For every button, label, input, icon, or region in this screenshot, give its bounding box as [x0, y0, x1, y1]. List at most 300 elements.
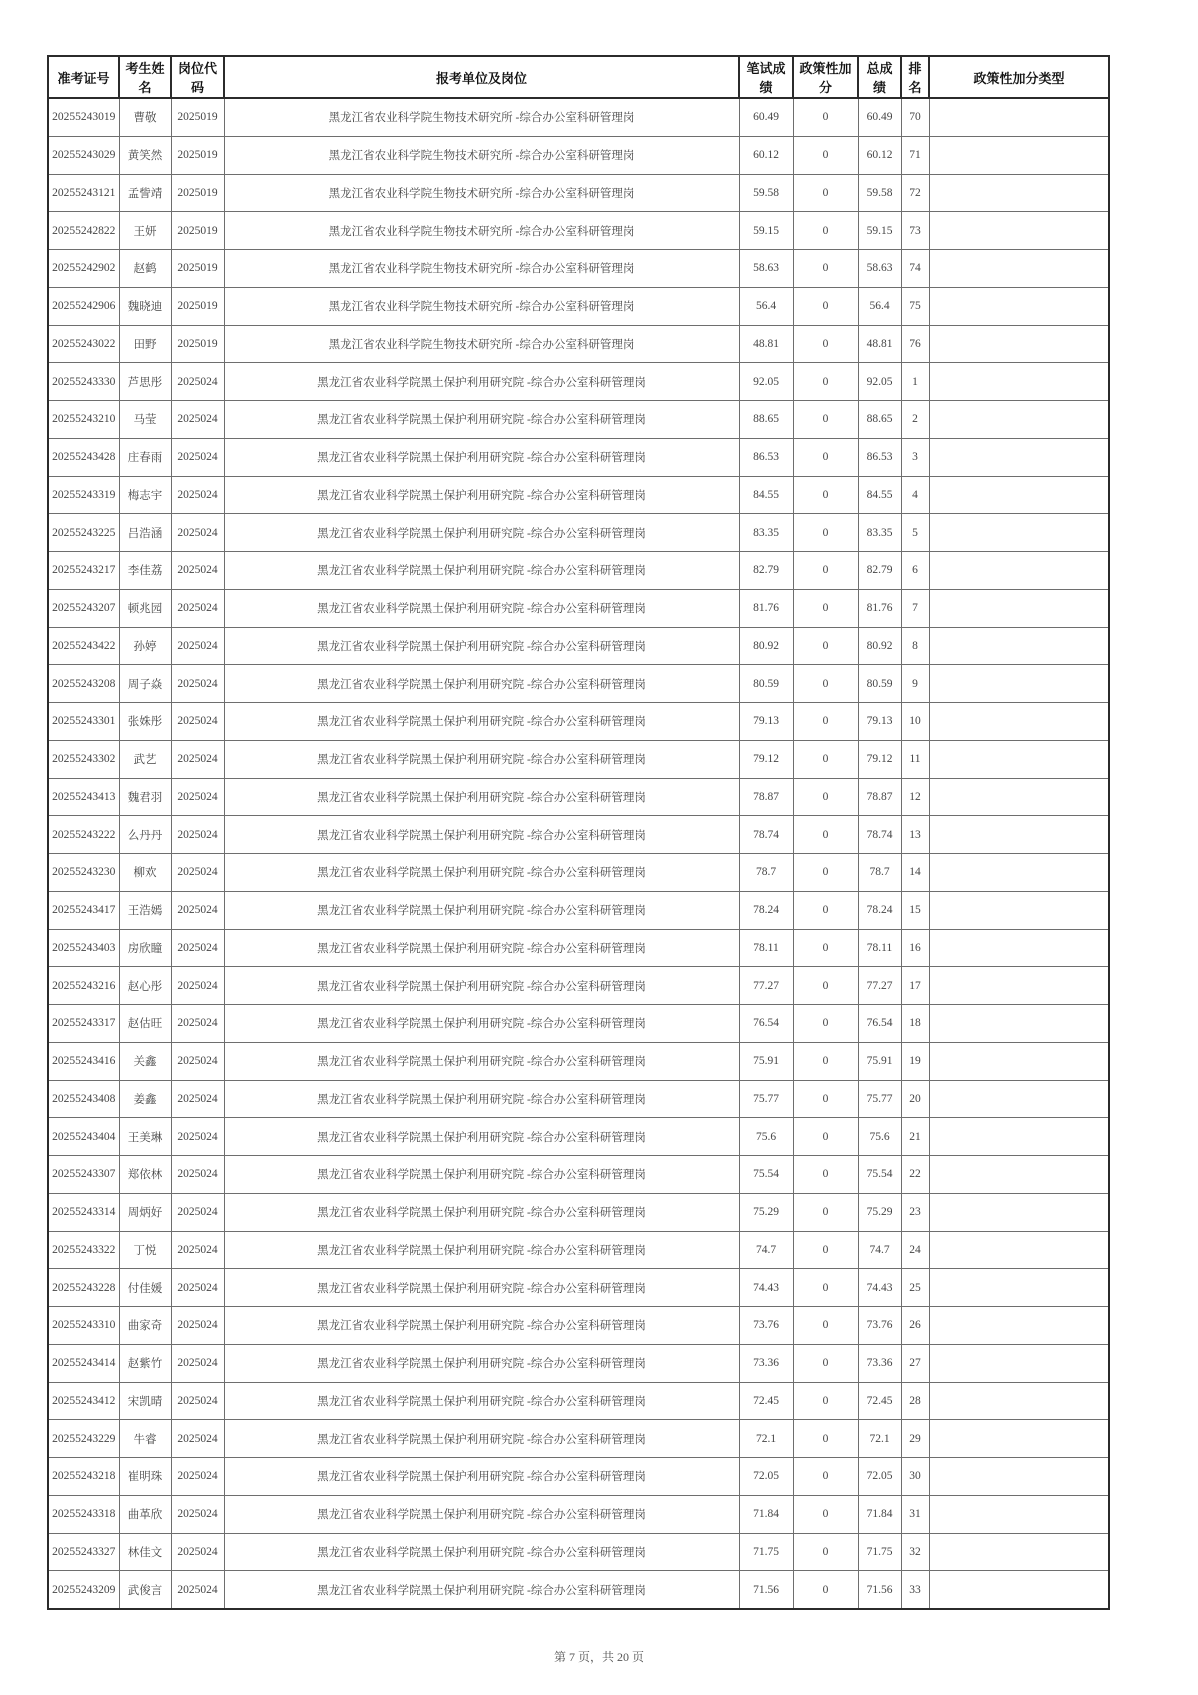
table-row — [48, 1193, 1109, 1231]
cell-total-score: 72.05 — [858, 1458, 901, 1496]
cell-position-code: 2025024 — [171, 1495, 224, 1533]
cell-written-score: 48.81 — [739, 325, 793, 363]
cell-written-score: 72.45 — [739, 1382, 793, 1420]
cell-written-score: 75.6 — [739, 1118, 793, 1156]
cell-written-score: 60.12 — [739, 136, 793, 174]
cell-written-score: 74.43 — [739, 1269, 793, 1307]
cell-admission-number: 20255243216 — [48, 967, 119, 1005]
header-admission-number: 准考证号 — [48, 56, 119, 98]
cell-total-score: 73.76 — [858, 1307, 901, 1345]
cell-rank: 27 — [901, 1344, 929, 1382]
cell-admission-number: 20255243222 — [48, 816, 119, 854]
table-row — [48, 136, 1109, 174]
cell-rank: 4 — [901, 476, 929, 514]
cell-written-score: 72.05 — [739, 1458, 793, 1496]
cell-rank: 6 — [901, 552, 929, 590]
cell-policy-bonus-type — [929, 1420, 1109, 1458]
cell-policy-bonus-type — [929, 1118, 1109, 1156]
cell-policy-bonus: 0 — [793, 1382, 858, 1420]
cell-candidate-name: 周炳好 — [119, 1193, 171, 1231]
cell-admission-number: 20255242822 — [48, 212, 119, 250]
cell-rank: 29 — [901, 1420, 929, 1458]
cell-admission-number: 20255243428 — [48, 438, 119, 476]
cell-admission-number: 20255243404 — [48, 1118, 119, 1156]
cell-policy-bonus-type — [929, 136, 1109, 174]
cell-unit-and-position: 黑龙江省农业科学院生物技术研究所 -综合办公室科研管理岗 — [224, 212, 739, 250]
cell-written-score: 75.91 — [739, 1042, 793, 1080]
cell-policy-bonus: 0 — [793, 1533, 858, 1571]
cell-rank: 19 — [901, 1042, 929, 1080]
cell-unit-and-position: 黑龙江省农业科学院生物技术研究所 -综合办公室科研管理岗 — [224, 250, 739, 288]
cell-position-code: 2025024 — [171, 401, 224, 439]
cell-admission-number: 20255243330 — [48, 363, 119, 401]
cell-policy-bonus: 0 — [793, 212, 858, 250]
cell-unit-and-position: 黑龙江省农业科学院黑土保护利用研究院 -综合办公室科研管理岗 — [224, 1307, 739, 1345]
cell-candidate-name: 周子焱 — [119, 665, 171, 703]
cell-written-score: 80.92 — [739, 627, 793, 665]
cell-policy-bonus-type — [929, 1307, 1109, 1345]
cell-policy-bonus-type — [929, 967, 1109, 1005]
cell-policy-bonus: 0 — [793, 98, 858, 136]
cell-total-score: 75.6 — [858, 1118, 901, 1156]
cell-policy-bonus: 0 — [793, 1118, 858, 1156]
cell-written-score: 78.7 — [739, 854, 793, 892]
cell-policy-bonus-type — [929, 778, 1109, 816]
cell-policy-bonus: 0 — [793, 1269, 858, 1307]
cell-total-score: 72.1 — [858, 1420, 901, 1458]
cell-policy-bonus-type — [929, 401, 1109, 439]
cell-admission-number: 20255243228 — [48, 1269, 119, 1307]
cell-policy-bonus: 0 — [793, 1080, 858, 1118]
cell-policy-bonus: 0 — [793, 1042, 858, 1080]
cell-candidate-name: 张姝彤 — [119, 703, 171, 741]
cell-policy-bonus-type — [929, 1533, 1109, 1571]
cell-policy-bonus: 0 — [793, 287, 858, 325]
cell-candidate-name: 孟訾靖 — [119, 174, 171, 212]
cell-written-score: 75.54 — [739, 1156, 793, 1194]
cell-rank: 76 — [901, 325, 929, 363]
cell-position-code: 2025024 — [171, 514, 224, 552]
cell-total-score: 82.79 — [858, 552, 901, 590]
cell-position-code: 2025024 — [171, 1458, 224, 1496]
cell-unit-and-position: 黑龙江省农业科学院黑土保护利用研究院 -综合办公室科研管理岗 — [224, 1344, 739, 1382]
cell-position-code: 2025024 — [171, 778, 224, 816]
cell-rank: 9 — [901, 665, 929, 703]
table-row — [48, 98, 1109, 136]
header-policy-bonus: 政策性加分 — [793, 56, 858, 98]
cell-total-score: 58.63 — [858, 250, 901, 288]
cell-unit-and-position: 黑龙江省农业科学院黑土保护利用研究院 -综合办公室科研管理岗 — [224, 929, 739, 967]
cell-written-score: 83.35 — [739, 514, 793, 552]
cell-admission-number: 20255243121 — [48, 174, 119, 212]
cell-position-code: 2025024 — [171, 1231, 224, 1269]
cell-policy-bonus: 0 — [793, 136, 858, 174]
cell-total-score: 77.27 — [858, 967, 901, 1005]
cell-position-code: 2025024 — [171, 552, 224, 590]
cell-policy-bonus: 0 — [793, 665, 858, 703]
header-candidate-name: 考生姓名 — [119, 56, 171, 98]
cell-written-score: 88.65 — [739, 401, 793, 439]
cell-position-code: 2025024 — [171, 1005, 224, 1043]
table-row — [48, 1005, 1109, 1043]
cell-unit-and-position: 黑龙江省农业科学院黑土保护利用研究院 -综合办公室科研管理岗 — [224, 514, 739, 552]
cell-total-score: 80.59 — [858, 665, 901, 703]
header-total-score: 总成绩 — [858, 56, 901, 98]
table-row — [48, 1307, 1109, 1345]
table-row — [48, 287, 1109, 325]
cell-admission-number: 20255243417 — [48, 891, 119, 929]
cell-unit-and-position: 黑龙江省农业科学院黑土保护利用研究院 -综合办公室科研管理岗 — [224, 363, 739, 401]
cell-rank: 33 — [901, 1571, 929, 1609]
table-row — [48, 627, 1109, 665]
cell-position-code: 2025024 — [171, 438, 224, 476]
table-row — [48, 250, 1109, 288]
cell-written-score: 73.36 — [739, 1344, 793, 1382]
table-row — [48, 1458, 1109, 1496]
cell-policy-bonus-type — [929, 514, 1109, 552]
table-row — [48, 1571, 1109, 1609]
cell-total-score: 81.76 — [858, 589, 901, 627]
cell-total-score: 79.12 — [858, 740, 901, 778]
cell-rank: 75 — [901, 287, 929, 325]
cell-candidate-name: 梅志宇 — [119, 476, 171, 514]
cell-candidate-name: 田野 — [119, 325, 171, 363]
table-row — [48, 552, 1109, 590]
cell-total-score: 78.7 — [858, 854, 901, 892]
cell-candidate-name: 么丹丹 — [119, 816, 171, 854]
cell-policy-bonus: 0 — [793, 1156, 858, 1194]
cell-total-score: 48.81 — [858, 325, 901, 363]
cell-policy-bonus: 0 — [793, 891, 858, 929]
cell-total-score: 75.29 — [858, 1193, 901, 1231]
cell-position-code: 2025024 — [171, 1420, 224, 1458]
cell-position-code: 2025024 — [171, 1571, 224, 1609]
cell-admission-number: 20255243414 — [48, 1344, 119, 1382]
cell-total-score: 78.87 — [858, 778, 901, 816]
cell-rank: 20 — [901, 1080, 929, 1118]
cell-unit-and-position: 黑龙江省农业科学院黑土保护利用研究院 -综合办公室科研管理岗 — [224, 1420, 739, 1458]
cell-policy-bonus: 0 — [793, 1307, 858, 1345]
cell-candidate-name: 李佳荔 — [119, 552, 171, 590]
cell-candidate-name: 王浩嫣 — [119, 891, 171, 929]
cell-total-score: 78.24 — [858, 891, 901, 929]
cell-written-score: 56.4 — [739, 287, 793, 325]
cell-unit-and-position: 黑龙江省农业科学院黑土保护利用研究院 -综合办公室科研管理岗 — [224, 740, 739, 778]
cell-unit-and-position: 黑龙江省农业科学院黑土保护利用研究院 -综合办公室科研管理岗 — [224, 401, 739, 439]
cell-policy-bonus-type — [929, 1080, 1109, 1118]
cell-admission-number: 20255243412 — [48, 1382, 119, 1420]
cell-unit-and-position: 黑龙江省农业科学院黑土保护利用研究院 -综合办公室科研管理岗 — [224, 778, 739, 816]
cell-admission-number: 20255243029 — [48, 136, 119, 174]
cell-policy-bonus: 0 — [793, 1495, 858, 1533]
cell-unit-and-position: 黑龙江省农业科学院黑土保护利用研究院 -综合办公室科研管理岗 — [224, 627, 739, 665]
cell-candidate-name: 庄春雨 — [119, 438, 171, 476]
cell-written-score: 79.12 — [739, 740, 793, 778]
cell-position-code: 2025024 — [171, 929, 224, 967]
cell-candidate-name: 马莹 — [119, 401, 171, 439]
cell-position-code: 2025024 — [171, 476, 224, 514]
cell-total-score: 71.84 — [858, 1495, 901, 1533]
cell-rank: 1 — [901, 363, 929, 401]
cell-policy-bonus-type — [929, 589, 1109, 627]
cell-unit-and-position: 黑龙江省农业科学院黑土保护利用研究院 -综合办公室科研管理岗 — [224, 1458, 739, 1496]
cell-admission-number: 20255243217 — [48, 552, 119, 590]
table-row — [48, 1533, 1109, 1571]
cell-rank: 71 — [901, 136, 929, 174]
cell-policy-bonus: 0 — [793, 589, 858, 627]
cell-rank: 23 — [901, 1193, 929, 1231]
cell-rank: 15 — [901, 891, 929, 929]
cell-policy-bonus-type — [929, 1382, 1109, 1420]
cell-admission-number: 20255243310 — [48, 1307, 119, 1345]
cell-rank: 30 — [901, 1458, 929, 1496]
cell-policy-bonus-type — [929, 929, 1109, 967]
cell-position-code: 2025024 — [171, 665, 224, 703]
cell-policy-bonus: 0 — [793, 552, 858, 590]
cell-rank: 28 — [901, 1382, 929, 1420]
cell-policy-bonus-type — [929, 854, 1109, 892]
cell-written-score: 75.29 — [739, 1193, 793, 1231]
cell-candidate-name: 牛睿 — [119, 1420, 171, 1458]
cell-admission-number: 20255243422 — [48, 627, 119, 665]
cell-total-score: 60.49 — [858, 98, 901, 136]
header-policy-bonus-type: 政策性加分类型 — [929, 56, 1109, 98]
cell-written-score: 73.76 — [739, 1307, 793, 1345]
cell-admission-number: 20255243318 — [48, 1495, 119, 1533]
cell-admission-number: 20255243218 — [48, 1458, 119, 1496]
table-row — [48, 891, 1109, 929]
cell-position-code: 2025024 — [171, 740, 224, 778]
cell-unit-and-position: 黑龙江省农业科学院黑土保护利用研究院 -综合办公室科研管理岗 — [224, 816, 739, 854]
cell-candidate-name: 林佳文 — [119, 1533, 171, 1571]
cell-admission-number: 20255243229 — [48, 1420, 119, 1458]
cell-position-code: 2025024 — [171, 1042, 224, 1080]
cell-rank: 16 — [901, 929, 929, 967]
cell-policy-bonus: 0 — [793, 250, 858, 288]
cell-policy-bonus: 0 — [793, 627, 858, 665]
cell-admission-number: 20255243210 — [48, 401, 119, 439]
table-row — [48, 1495, 1109, 1533]
cell-rank: 74 — [901, 250, 929, 288]
cell-rank: 11 — [901, 740, 929, 778]
cell-total-score: 84.55 — [858, 476, 901, 514]
cell-position-code: 2025024 — [171, 1156, 224, 1194]
cell-unit-and-position: 黑龙江省农业科学院生物技术研究所 -综合办公室科研管理岗 — [224, 325, 739, 363]
cell-admission-number: 20255243307 — [48, 1156, 119, 1194]
cell-unit-and-position: 黑龙江省农业科学院生物技术研究所 -综合办公室科研管理岗 — [224, 287, 739, 325]
cell-admission-number: 20255243209 — [48, 1571, 119, 1609]
cell-written-score: 84.55 — [739, 476, 793, 514]
cell-unit-and-position: 黑龙江省农业科学院黑土保护利用研究院 -综合办公室科研管理岗 — [224, 1042, 739, 1080]
cell-policy-bonus-type — [929, 1571, 1109, 1609]
cell-policy-bonus: 0 — [793, 778, 858, 816]
cell-position-code: 2025024 — [171, 1382, 224, 1420]
cell-unit-and-position: 黑龙江省农业科学院黑土保护利用研究院 -综合办公室科研管理岗 — [224, 438, 739, 476]
table-row — [48, 816, 1109, 854]
cell-policy-bonus-type — [929, 212, 1109, 250]
cell-unit-and-position: 黑龙江省农业科学院黑土保护利用研究院 -综合办公室科研管理岗 — [224, 1269, 739, 1307]
cell-total-score: 88.65 — [858, 401, 901, 439]
cell-rank: 5 — [901, 514, 929, 552]
cell-written-score: 82.79 — [739, 552, 793, 590]
cell-unit-and-position: 黑龙江省农业科学院黑土保护利用研究院 -综合办公室科研管理岗 — [224, 1118, 739, 1156]
cell-total-score: 59.58 — [858, 174, 901, 212]
cell-policy-bonus-type — [929, 1005, 1109, 1043]
cell-unit-and-position: 黑龙江省农业科学院黑土保护利用研究院 -综合办公室科研管理岗 — [224, 1156, 739, 1194]
cell-rank: 72 — [901, 174, 929, 212]
cell-rank: 70 — [901, 98, 929, 136]
table-row — [48, 1080, 1109, 1118]
cell-unit-and-position: 黑龙江省农业科学院黑土保护利用研究院 -综合办公室科研管理岗 — [224, 1080, 739, 1118]
cell-total-score: 74.7 — [858, 1231, 901, 1269]
cell-candidate-name: 孙婷 — [119, 627, 171, 665]
cell-admission-number: 20255243208 — [48, 665, 119, 703]
cell-rank: 21 — [901, 1118, 929, 1156]
cell-policy-bonus: 0 — [793, 1458, 858, 1496]
cell-total-score: 71.75 — [858, 1533, 901, 1571]
table-row — [48, 325, 1109, 363]
cell-total-score: 79.13 — [858, 703, 901, 741]
cell-candidate-name: 崔明珠 — [119, 1458, 171, 1496]
cell-total-score: 75.54 — [858, 1156, 901, 1194]
cell-policy-bonus-type — [929, 98, 1109, 136]
cell-written-score: 74.7 — [739, 1231, 793, 1269]
cell-policy-bonus: 0 — [793, 514, 858, 552]
cell-position-code: 2025024 — [171, 589, 224, 627]
cell-rank: 32 — [901, 1533, 929, 1571]
table-row — [48, 1042, 1109, 1080]
cell-total-score: 59.15 — [858, 212, 901, 250]
cell-unit-and-position: 黑龙江省农业科学院黑土保护利用研究院 -综合办公室科研管理岗 — [224, 1005, 739, 1043]
cell-policy-bonus: 0 — [793, 401, 858, 439]
cell-policy-bonus-type — [929, 1269, 1109, 1307]
cell-candidate-name: 宋凯晴 — [119, 1382, 171, 1420]
cell-admission-number: 20255243225 — [48, 514, 119, 552]
cell-written-score: 78.11 — [739, 929, 793, 967]
cell-policy-bonus: 0 — [793, 1005, 858, 1043]
cell-rank: 3 — [901, 438, 929, 476]
cell-total-score: 78.11 — [858, 929, 901, 967]
cell-unit-and-position: 黑龙江省农业科学院黑土保护利用研究院 -综合办公室科研管理岗 — [224, 476, 739, 514]
cell-candidate-name: 赵估旺 — [119, 1005, 171, 1043]
table-row — [48, 1118, 1109, 1156]
table-row — [48, 778, 1109, 816]
cell-candidate-name: 吕浩涵 — [119, 514, 171, 552]
cell-rank: 13 — [901, 816, 929, 854]
cell-rank: 25 — [901, 1269, 929, 1307]
cell-unit-and-position: 黑龙江省农业科学院黑土保护利用研究院 -综合办公室科研管理岗 — [224, 552, 739, 590]
table-row — [48, 665, 1109, 703]
cell-candidate-name: 黄笑然 — [119, 136, 171, 174]
cell-policy-bonus: 0 — [793, 854, 858, 892]
cell-policy-bonus-type — [929, 1344, 1109, 1382]
cell-written-score: 59.58 — [739, 174, 793, 212]
cell-candidate-name: 姜鑫 — [119, 1080, 171, 1118]
cell-admission-number: 20255243207 — [48, 589, 119, 627]
cell-rank: 22 — [901, 1156, 929, 1194]
cell-unit-and-position: 黑龙江省农业科学院黑土保护利用研究院 -综合办公室科研管理岗 — [224, 589, 739, 627]
cell-admission-number: 20255243301 — [48, 703, 119, 741]
table-row — [48, 1344, 1109, 1382]
cell-admission-number: 20255243230 — [48, 854, 119, 892]
cell-policy-bonus: 0 — [793, 363, 858, 401]
table-row — [48, 1382, 1109, 1420]
cell-candidate-name: 魏君羽 — [119, 778, 171, 816]
cell-written-score: 76.54 — [739, 1005, 793, 1043]
cell-position-code: 2025024 — [171, 1269, 224, 1307]
cell-written-score: 60.49 — [739, 98, 793, 136]
cell-position-code: 2025019 — [171, 98, 224, 136]
exam-results-table — [47, 55, 1110, 1610]
cell-candidate-name: 赵鹤 — [119, 250, 171, 288]
cell-unit-and-position: 黑龙江省农业科学院黑土保护利用研究院 -综合办公室科研管理岗 — [224, 665, 739, 703]
table-row — [48, 1156, 1109, 1194]
table-row — [48, 174, 1109, 212]
cell-total-score: 60.12 — [858, 136, 901, 174]
cell-rank: 18 — [901, 1005, 929, 1043]
cell-written-score: 71.56 — [739, 1571, 793, 1609]
cell-policy-bonus-type — [929, 438, 1109, 476]
cell-candidate-name: 曹敬 — [119, 98, 171, 136]
cell-policy-bonus-type — [929, 476, 1109, 514]
cell-candidate-name: 王妍 — [119, 212, 171, 250]
cell-position-code: 2025024 — [171, 891, 224, 929]
cell-unit-and-position: 黑龙江省农业科学院黑土保护利用研究院 -综合办公室科研管理岗 — [224, 1231, 739, 1269]
cell-admission-number: 20255243413 — [48, 778, 119, 816]
cell-total-score: 92.05 — [858, 363, 901, 401]
cell-policy-bonus: 0 — [793, 967, 858, 1005]
cell-unit-and-position: 黑龙江省农业科学院生物技术研究所 -综合办公室科研管理岗 — [224, 174, 739, 212]
cell-candidate-name: 郑依林 — [119, 1156, 171, 1194]
cell-candidate-name: 魏晓迪 — [119, 287, 171, 325]
table-header-row — [48, 56, 1109, 98]
table-row — [48, 1269, 1109, 1307]
cell-rank: 14 — [901, 854, 929, 892]
cell-written-score: 59.15 — [739, 212, 793, 250]
table-row — [48, 703, 1109, 741]
cell-position-code: 2025019 — [171, 325, 224, 363]
cell-policy-bonus-type — [929, 1231, 1109, 1269]
cell-rank: 12 — [901, 778, 929, 816]
cell-candidate-name: 赵心彤 — [119, 967, 171, 1005]
table-row — [48, 589, 1109, 627]
cell-policy-bonus-type — [929, 325, 1109, 363]
cell-position-code: 2025024 — [171, 1344, 224, 1382]
cell-admission-number: 20255242902 — [48, 250, 119, 288]
table-row — [48, 967, 1109, 1005]
cell-total-score: 80.92 — [858, 627, 901, 665]
cell-unit-and-position: 黑龙江省农业科学院黑土保护利用研究院 -综合办公室科研管理岗 — [224, 1533, 739, 1571]
cell-candidate-name: 丁悦 — [119, 1231, 171, 1269]
cell-position-code: 2025024 — [171, 1533, 224, 1571]
cell-candidate-name: 关鑫 — [119, 1042, 171, 1080]
cell-policy-bonus: 0 — [793, 476, 858, 514]
cell-unit-and-position: 黑龙江省农业科学院黑土保护利用研究院 -综合办公室科研管理岗 — [224, 1495, 739, 1533]
cell-admission-number: 20255243022 — [48, 325, 119, 363]
cell-policy-bonus: 0 — [793, 929, 858, 967]
cell-policy-bonus-type — [929, 1042, 1109, 1080]
cell-position-code: 2025019 — [171, 174, 224, 212]
cell-candidate-name: 付佳媛 — [119, 1269, 171, 1307]
cell-policy-bonus: 0 — [793, 174, 858, 212]
cell-admission-number: 20255243302 — [48, 740, 119, 778]
cell-policy-bonus: 0 — [793, 1420, 858, 1458]
cell-unit-and-position: 黑龙江省农业科学院黑土保护利用研究院 -综合办公室科研管理岗 — [224, 1193, 739, 1231]
cell-policy-bonus: 0 — [793, 740, 858, 778]
cell-rank: 24 — [901, 1231, 929, 1269]
cell-total-score: 74.43 — [858, 1269, 901, 1307]
cell-policy-bonus-type — [929, 287, 1109, 325]
